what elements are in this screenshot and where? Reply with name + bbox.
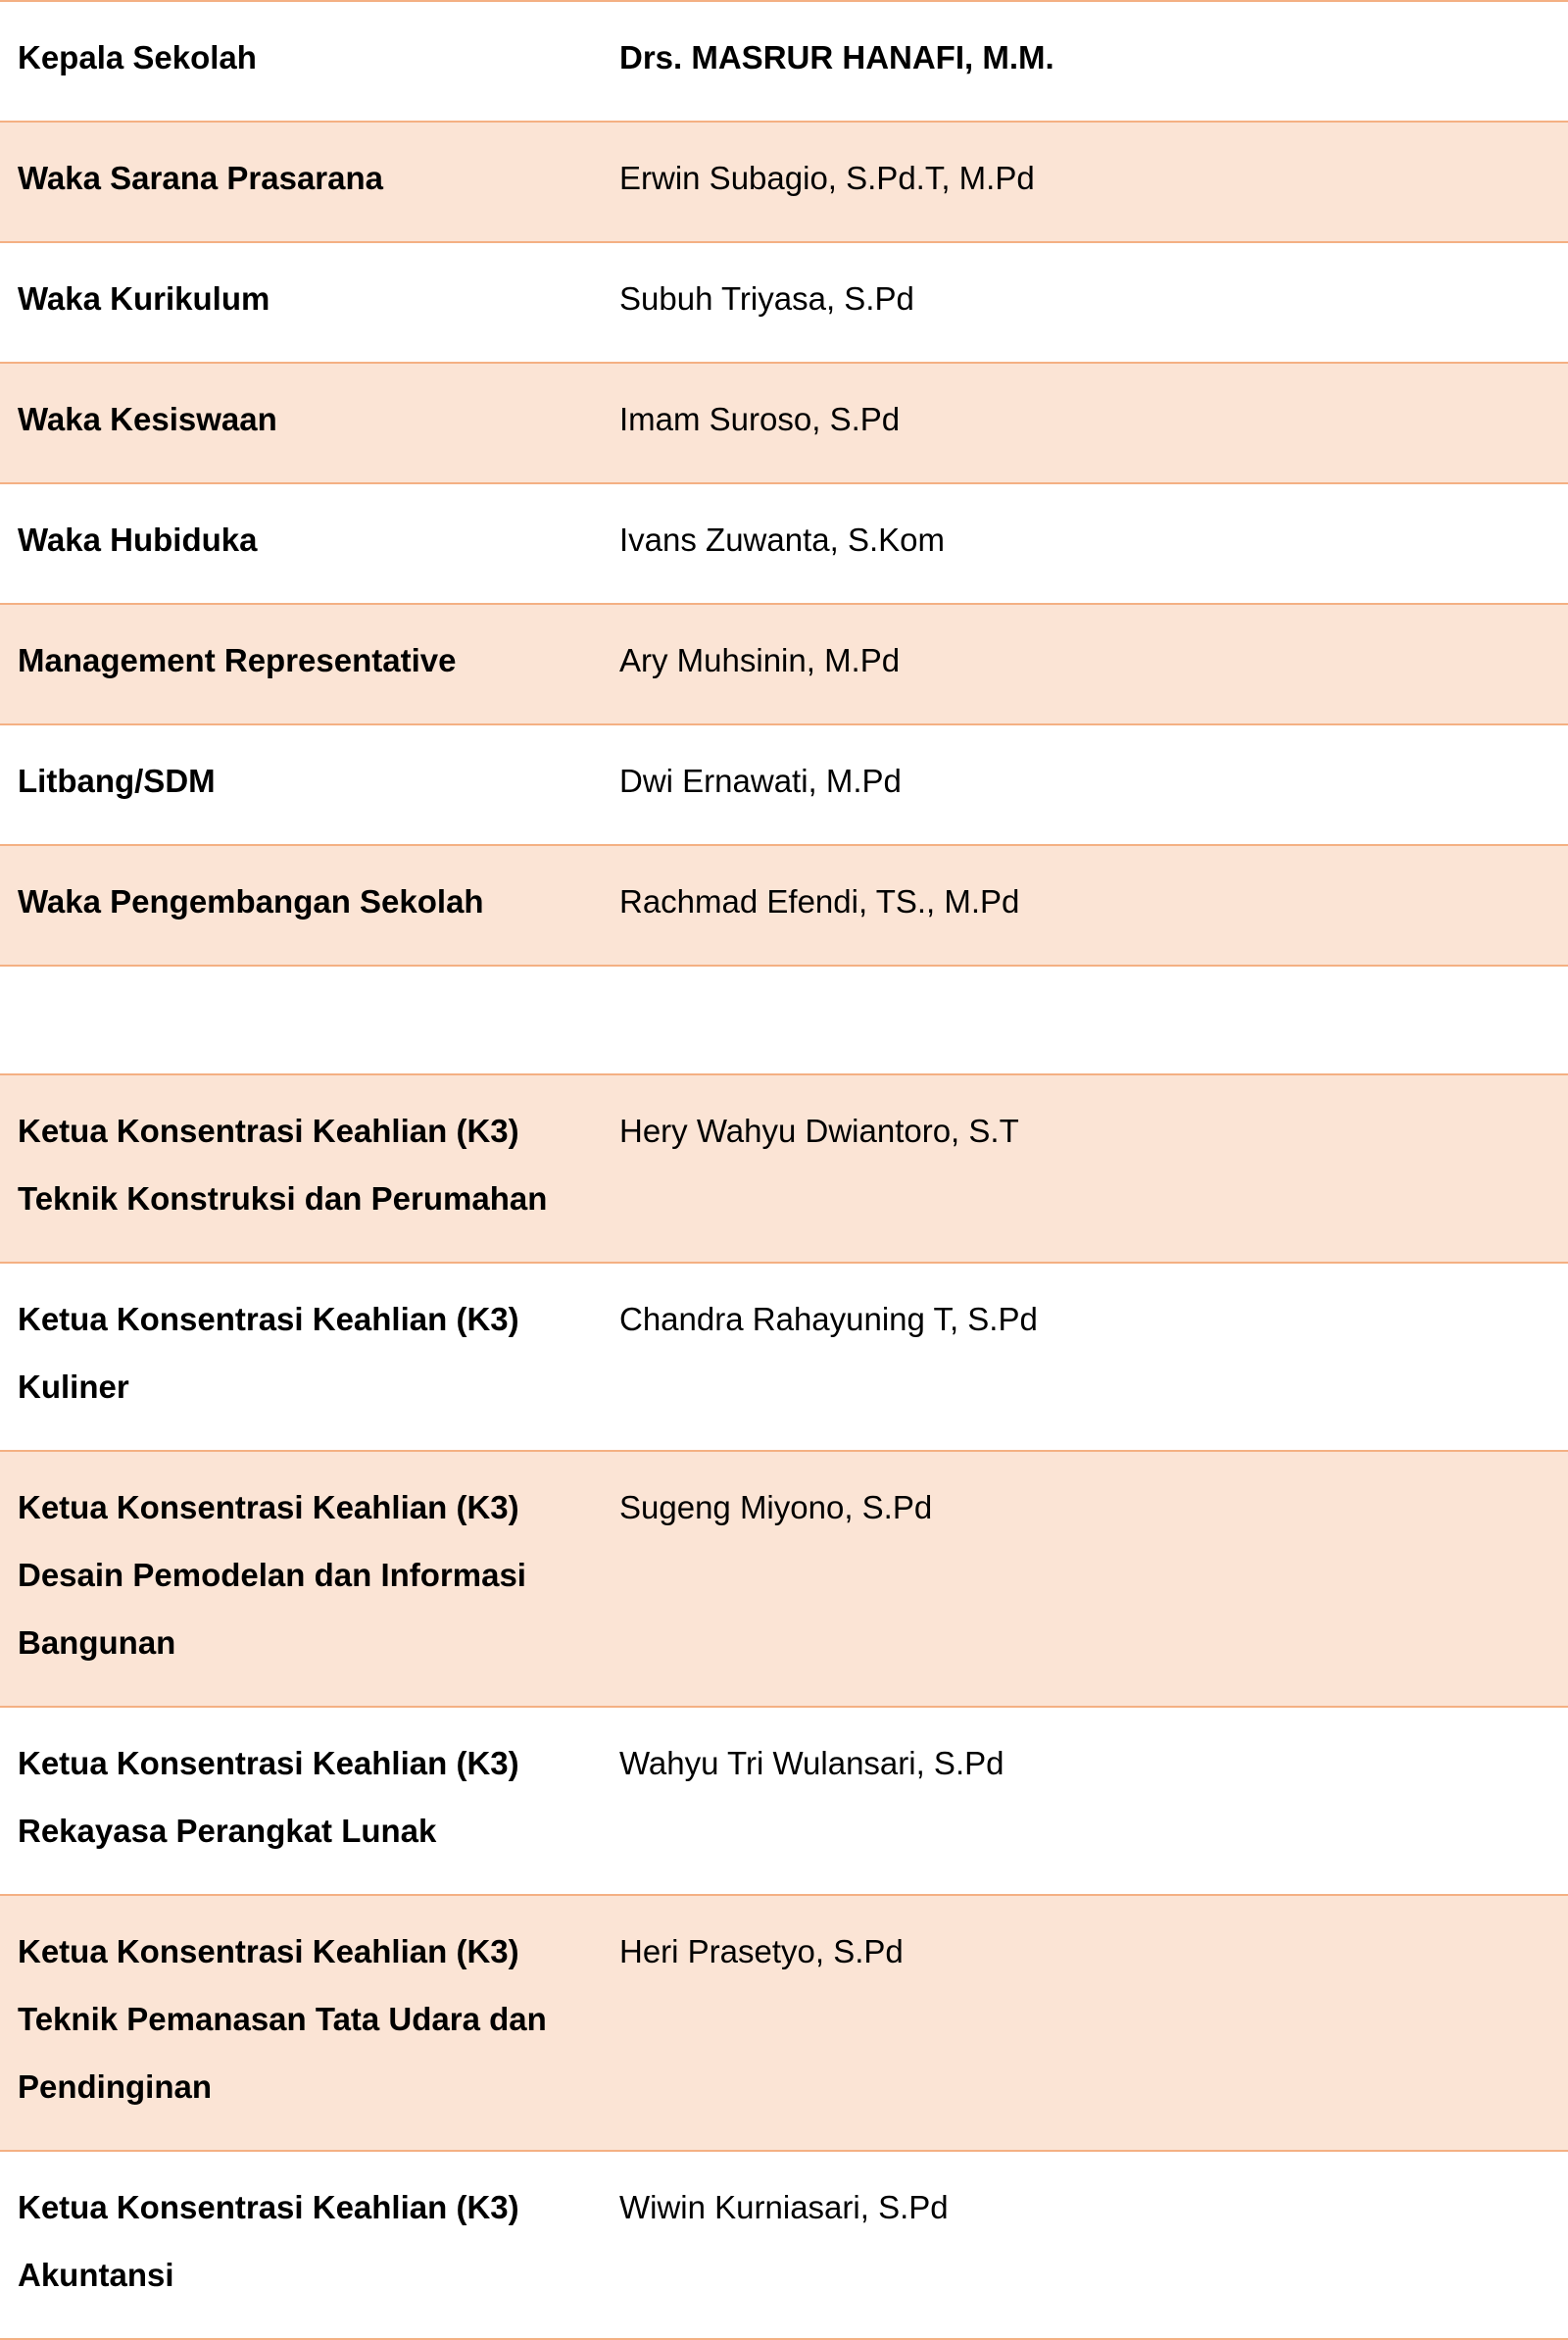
role-cell: Waka Hubiduka xyxy=(18,522,258,558)
table-row xyxy=(0,242,1568,363)
role-cell: Waka Sarana Prasarana xyxy=(0,122,602,242)
table-row xyxy=(0,604,1568,724)
table-row xyxy=(0,845,1568,966)
person-name-cell: Subuh Triyasa, S.Pd xyxy=(619,280,914,317)
table-row xyxy=(0,1263,1568,1451)
role-cell: Waka Kesiswaan xyxy=(0,363,602,483)
spacer-row xyxy=(0,966,1568,1074)
table-row xyxy=(0,363,1568,483)
person-name-cell: Rachmad Efendi, TS., M.Pd xyxy=(602,845,1568,966)
person-name-cell: Heri Prasetyo, S.Pd xyxy=(602,1895,1568,2151)
table-row xyxy=(0,1451,1568,1707)
person-name-cell: Wiwin Kurniasari, S.Pd xyxy=(619,2189,949,2225)
role-cell: Ketua Konsentrasi Keahlian (K3) Teknik Konstruksi dan Perumahan xyxy=(0,1074,602,1263)
role-cell: Ketua Konsentrasi Keahlian (K3) Rekayasa Perangkat Lunak xyxy=(18,1745,519,1849)
role-cell: Waka Kurikulum xyxy=(18,280,270,317)
role-cell: Ketua Konsentrasi Keahlian (K3) Teknik Pemanasan Tata Udara dan Pendinginan xyxy=(0,1895,602,2151)
person-name-cell: Sugeng Miyono, S.Pd xyxy=(602,1451,1568,1707)
table-row xyxy=(0,1074,1568,1263)
table-row xyxy=(0,1707,1568,1895)
table-row xyxy=(0,1,1568,122)
person-name-cell: Dwi Ernawati, M.Pd xyxy=(619,763,902,799)
table-row xyxy=(0,483,1568,604)
role-cell: Ketua Konsentrasi Keahlian (K3) Akuntansi xyxy=(18,2189,519,2293)
table-row xyxy=(0,122,1568,242)
table-row xyxy=(0,724,1568,845)
role-cell: Litbang/SDM xyxy=(18,763,216,799)
person-name-cell: Hery Wahyu Dwiantoro, S.T xyxy=(602,1074,1568,1263)
person-name-cell: Ivans Zuwanta, S.Kom xyxy=(619,522,945,558)
staff-table-body xyxy=(0,1,1568,2339)
role-cell: Waka Pengembangan Sekolah xyxy=(0,845,602,966)
role-cell: Ketua Konsentrasi Keahlian (K3) Desain Pemodelan dan Informasi Bangunan xyxy=(0,1451,602,1707)
person-name-cell: Drs. MASRUR HANAFI, M.M. xyxy=(619,39,1054,75)
table-row xyxy=(0,2151,1568,2339)
person-name-cell: Erwin Subagio, S.Pd.T, M.Pd xyxy=(602,122,1568,242)
role-cell: Ketua Konsentrasi Keahlian (K3) Kuliner xyxy=(18,1301,519,1405)
person-name-cell: Chandra Rahayuning T, S.Pd xyxy=(619,1301,1038,1337)
person-name-cell: Wahyu Tri Wulansari, S.Pd xyxy=(619,1745,1004,1781)
person-name-cell: Ary Muhsinin, M.Pd xyxy=(602,604,1568,724)
role-cell: Kepala Sekolah xyxy=(18,39,257,75)
table-row xyxy=(0,1895,1568,2151)
spacer-cell xyxy=(0,966,1568,1074)
person-name-cell: Imam Suroso, S.Pd xyxy=(602,363,1568,483)
role-cell: Management Representative xyxy=(0,604,602,724)
